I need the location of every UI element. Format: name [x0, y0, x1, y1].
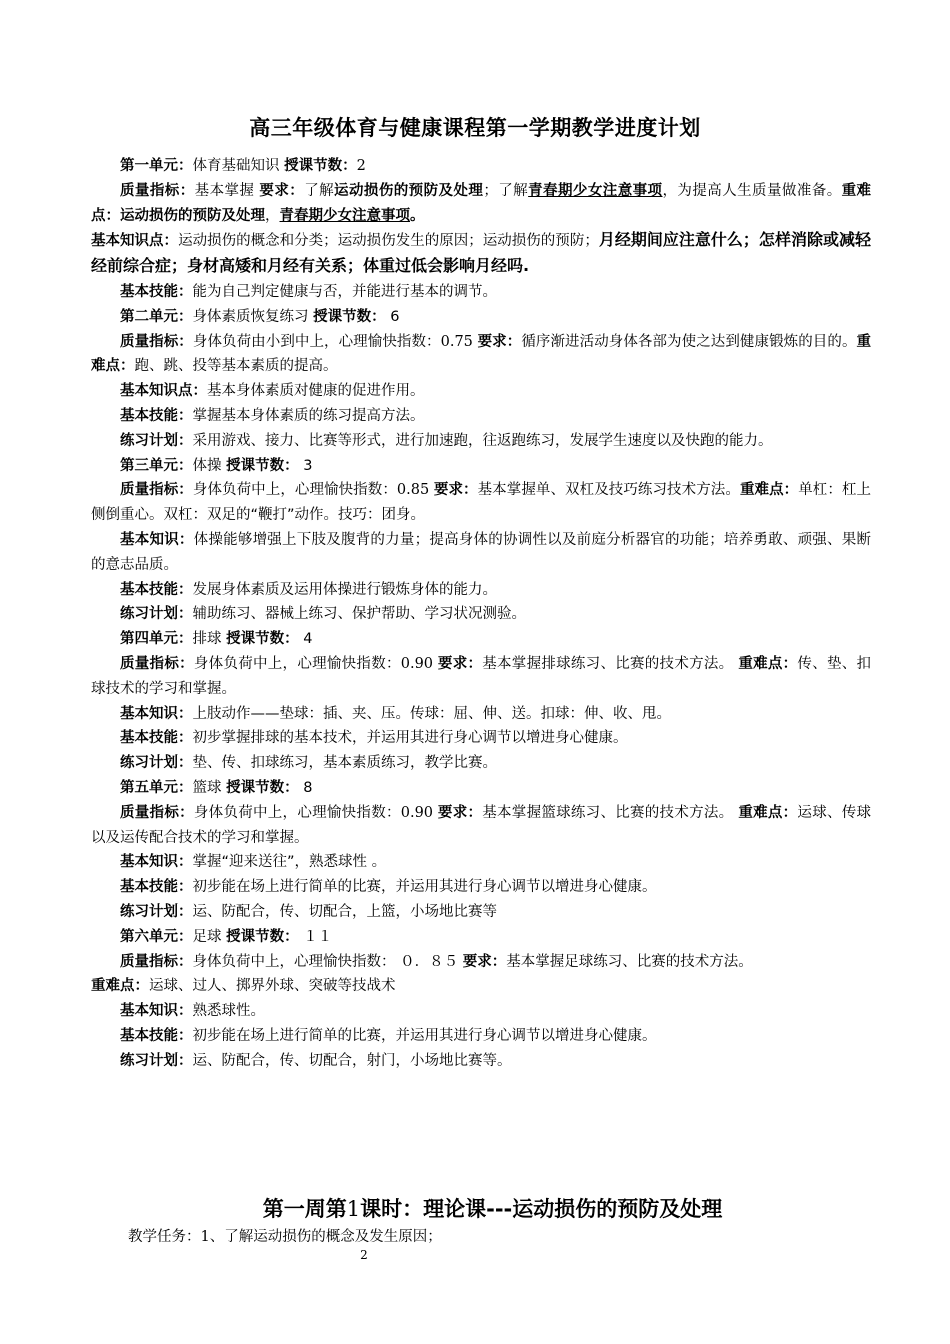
unit-6-header: 第六单元：足球 授课节数： １１	[120, 928, 333, 945]
unit-3-knowledge: 基本知识：体操能够增强上下肢及腹背的力量；提高身体的协调性以及前庭分析器官的功能；培养勇敢、顽强、果断的意志品质。	[91, 531, 872, 573]
unit-3-quality: 质量指标：身体负荷中上，心理愉快指数：0.85 要求：基本掌握单、双杠及技巧练习技术方法。重难点：单杠：杠上侧倒重心。双杠：双足的“鞭打”动作。技巧：团身。	[91, 482, 872, 524]
unit-2-plan: 练习计划：采用游戏、接力、比赛等形式，进行加速跑，往返跑练习，发展学生速度以及快跑的能力。	[120, 432, 773, 449]
unit-4-header: 第四单元：排球 授课节数： 4	[120, 631, 313, 648]
unit-1-knowledge: 基本知识点：运动损伤的概念和分类；运动损伤发生的原因；运动损伤的预防；月经期间应注意什么；怎样消除或减轻经前综合症；身材高矮和月经有关系；体重过低会影响月经吗.	[91, 230, 871, 276]
unit-5-quality: 质量指标：身体负荷中上，心理愉快指数：0.90 要求：基本掌握篮球练习、比赛的技术方法。 重难点：运球、传球以及运传配合技术的学习和掌握。	[91, 804, 872, 846]
lesson-task: 教学任务：1、了解运动损伤的概念及发生原因；	[128, 1229, 442, 1245]
unit-4-plan: 练习计划：垫、传、扣球练习，基本素质练习，教学比赛。	[120, 755, 497, 772]
unit-4-skill: 基本技能：初步掌握排球的基本技术，并运用其进行身心调节以增进身心健康。	[120, 730, 628, 747]
unit-5-header: 第五单元：篮球 授课节数： 8	[120, 779, 313, 796]
unit-6-plan: 练习计划：运、防配合，传、切配合，射门，小场地比赛等。	[120, 1052, 512, 1069]
unit-1-quality: 质量指标：基本掌握 要求：了解运动损伤的预防及处理；了解青春期少女注意事项，为提高人生质量做准备。重难点：运动损伤的预防及处理，青春期少女注意事项。	[91, 182, 872, 224]
unit-6-knowledge: 基本知识：熟悉球性。	[120, 1003, 265, 1020]
unit-2-knowledge: 基本知识点：基本身体素质对健康的促进作用。	[120, 383, 425, 400]
unit-6-quality: 质量指标：身体负荷中上，心理愉快指数： ０．８５ 要求：基本掌握足球练习、比赛的技术方法。	[120, 953, 753, 970]
unit-6-key-points: 重难点：运球、过人、掷界外球、突破等技战术	[91, 978, 396, 995]
unit-2-skill: 基本技能：掌握基本身体素质的练习提高方法。	[120, 407, 425, 424]
unit-3-skill: 基本技能：发展身体素质及运用体操进行锻炼身体的能力。	[120, 581, 497, 598]
page-number: 2	[360, 1248, 368, 1262]
unit-5-plan: 练习计划：运、防配合，传、切配合，上篮，小场地比赛等	[120, 903, 497, 920]
unit-1-skill: 基本技能：能为自己判定健康与否，并能进行基本的调节。	[120, 283, 497, 300]
document-title: 高三年级体育与健康课程第一学期教学进度计划	[249, 116, 701, 140]
lesson-title: 第一周第1课时：理论课---运动损伤的预防及处理	[262, 1197, 723, 1221]
unit-4-knowledge: 基本知识：上肢动作——垫球：插、夹、压。传球：屈、伸、送。扣球：伸、收、甩。	[120, 705, 671, 722]
unit-1-header: 第一单元：体育基础知识 授课节数：2	[120, 158, 366, 174]
unit-2-header: 第二单元：身体素质恢复练习 授课节数： 6	[120, 308, 400, 325]
unit-3-header: 第三单元：体操 授课节数： 3	[120, 457, 313, 474]
plan-body	[91, 154, 871, 1073]
unit-4-quality: 质量指标：身体负荷中上，心理愉快指数：0.90 要求：基本掌握排球练习、比赛的技术方法。 重难点：传、垫、扣球技术的学习和掌握。	[91, 655, 872, 697]
unit-2-quality: 质量指标：身体负荷由小到中上，心理愉快指数：0.75 要求：循序渐进活动身体各部为使之达到健康锻炼的目的。重难点：跑、跳、投等基本素质的提高。	[91, 333, 872, 375]
unit-5-knowledge: 基本知识：掌握“迎来送往”，熟悉球性 。	[120, 854, 387, 871]
unit-3-plan: 练习计划：辅助练习、器械上练习、保护帮助、学习状况测验。	[120, 606, 526, 623]
unit-6-skill: 基本技能：初步能在场上进行简单的比赛，并运用其进行身心调节以增进身心健康。	[120, 1027, 657, 1044]
unit-5-skill: 基本技能：初步能在场上进行简单的比赛，并运用其进行身心调节以增进身心健康。	[120, 879, 657, 896]
